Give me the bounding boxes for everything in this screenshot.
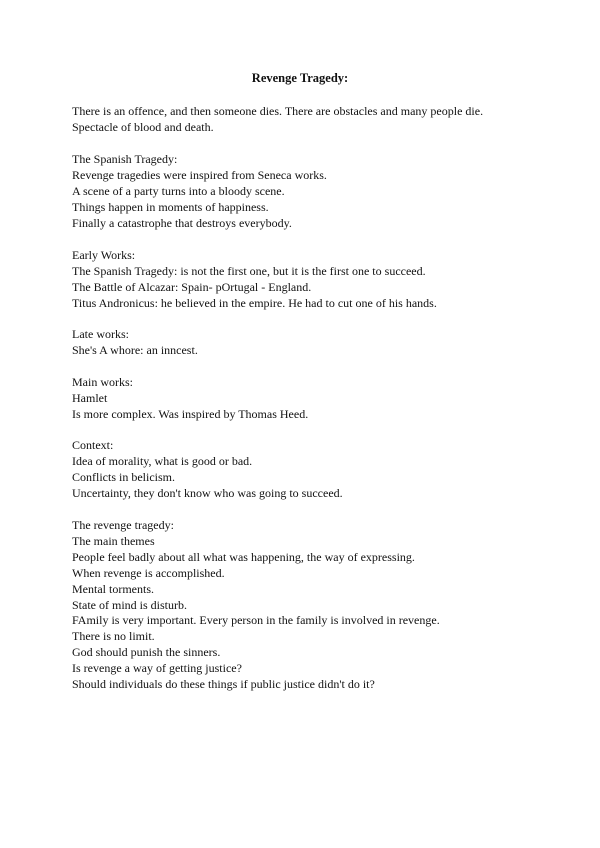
section-heading: Context:: [72, 438, 114, 452]
body-line: The main themes: [72, 533, 155, 548]
body-line: Uncertainty, they don't know who was going to succeed.: [72, 485, 343, 500]
main-works-section: [72, 375, 552, 423]
document-title: Revenge Tragedy:: [251, 71, 349, 85]
body-line: Mental torments.: [72, 581, 154, 596]
context-section: [72, 438, 552, 502]
section-heading: Early Works:: [72, 248, 136, 262]
early-works-section: [72, 248, 552, 312]
body-line: Should individuals do these things if public justice didn't do it?: [72, 677, 375, 692]
body-line: Spectacle of blood and death.: [72, 119, 214, 134]
body-line: Hamlet: [72, 390, 108, 405]
body-line: She's A whore: an inncest.: [72, 342, 198, 357]
body-line: State of mind is disturb.: [72, 597, 187, 612]
body-line: The Battle of Alcazar: Spain- pOrtugal - England.: [72, 279, 312, 294]
revenge-tragedy-section: [72, 518, 552, 693]
body-line: Is revenge a way of getting justice?: [72, 661, 242, 676]
body-line: Revenge tragedies were inspired from Seneca works.: [72, 167, 327, 182]
section-heading: The revenge tragedy:: [72, 518, 174, 532]
body-line: Idea of morality, what is good or bad.: [72, 453, 253, 468]
body-line: FAmily is very important. Every person in the family is involved in revenge.: [72, 613, 440, 628]
body-line: When revenge is accomplished.: [72, 565, 225, 580]
section-heading: Main works:: [72, 375, 133, 389]
body-line: There is an offence, and then someone dies. There are obstacles and many people die.: [72, 104, 484, 118]
body-line: Titus Andronicus: he believed in the empire. He had to cut one of his hands.: [72, 295, 437, 310]
body-line: People feel badly about all what was happening, the way of expressing.: [72, 549, 415, 564]
body-line: Is more complex. Was inspired by Thomas Heed.: [72, 406, 309, 421]
spanish-tragedy-section: [72, 152, 552, 232]
late-works-section: [72, 327, 552, 359]
section-heading: Late works:: [72, 327, 129, 341]
intro-section: [72, 104, 552, 136]
body-line: God should punish the sinners.: [72, 645, 221, 660]
body-line: The Spanish Tragedy: is not the first one, but it is the first one to succeed.: [72, 263, 426, 278]
body-line: Things happen in moments of happiness.: [72, 199, 269, 214]
body-line: Finally a catastrophe that destroys everybody.: [72, 215, 292, 230]
body-line: There is no limit.: [72, 629, 155, 644]
section-heading: The Spanish Tragedy:: [72, 152, 178, 166]
body-line: Conflicts in belicism.: [72, 469, 175, 484]
body-line: A scene of a party turns into a bloody scene.: [72, 183, 285, 198]
